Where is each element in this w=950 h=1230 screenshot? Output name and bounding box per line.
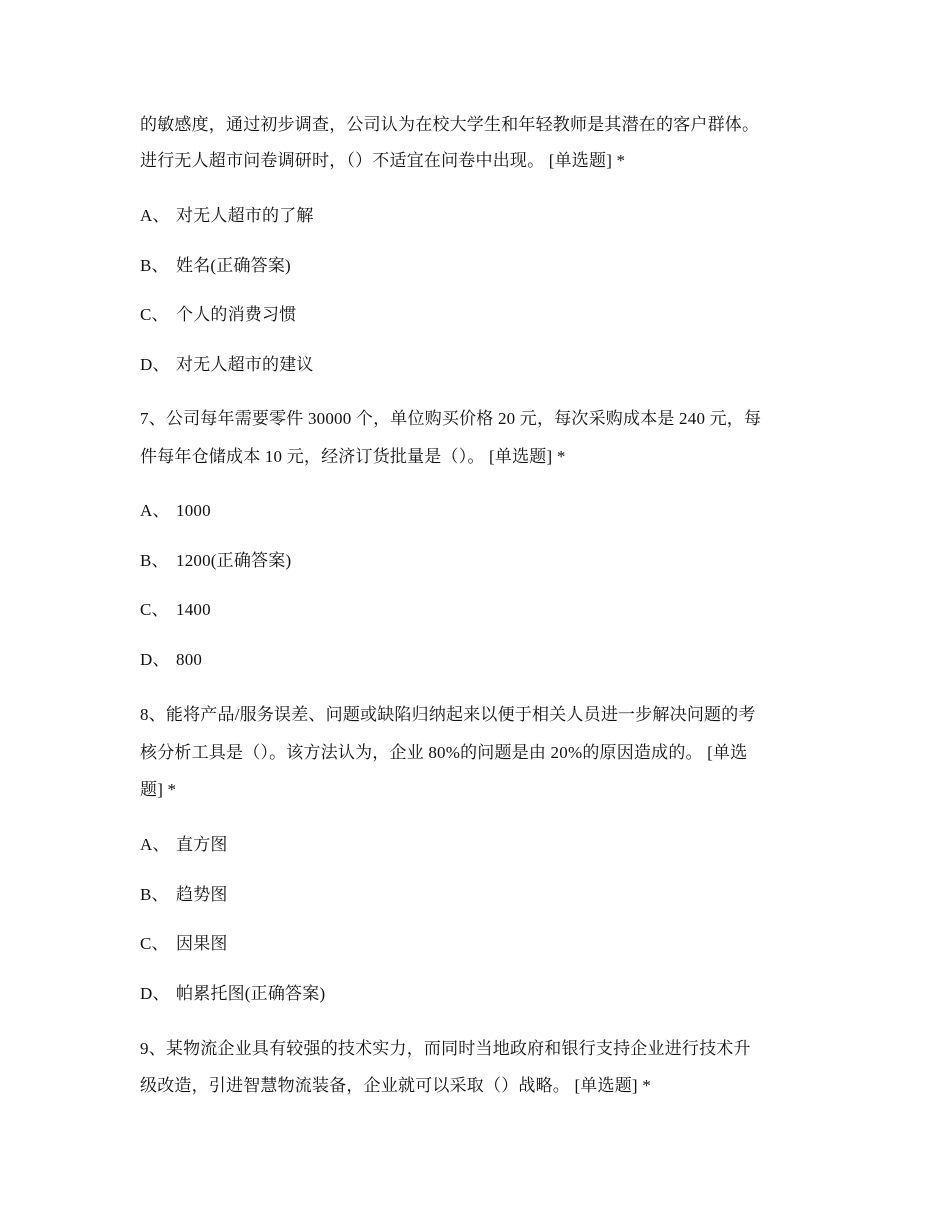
option-label: D、 — [140, 355, 170, 374]
option-text: 1200(正确答案) — [176, 551, 292, 570]
option-label: B、 — [140, 256, 169, 275]
option-text: 对无人超市的建议 — [176, 355, 314, 374]
option-text: 帕累托图(正确答案) — [176, 984, 326, 1003]
q6-stem-line-1: 的敏感度，通过初步调查，公司认为在校大学生和年轻教师是其潜在的客户群体。 — [140, 115, 760, 134]
option-label: A、 — [140, 206, 170, 225]
option-label: D、 — [140, 984, 170, 1003]
option-label: B、 — [140, 885, 169, 904]
option-label: D、 — [140, 650, 170, 669]
option-label: A、 — [140, 501, 170, 520]
q6-option-c — [140, 304, 820, 326]
q7-option-c — [140, 599, 820, 621]
q7-stem-line-1: 7、公司每年需要零件 30000 个，单位购买价格 20 元，每次采购成本是 240 元，每 — [140, 409, 762, 428]
option-text: 姓名(正确答案) — [176, 256, 291, 275]
q8-option-c — [140, 933, 820, 955]
option-text: 对无人超市的了解 — [176, 206, 314, 225]
q8-stem-line-3: 题] * — [140, 780, 177, 799]
q6-option-b — [140, 255, 820, 277]
option-text: 个人的消费习惯 — [176, 305, 297, 324]
option-label: A、 — [140, 835, 170, 854]
q8-option-d — [140, 983, 820, 1005]
option-label: B、 — [140, 551, 169, 570]
q6-stem-line-2: 进行无人超市问卷调研时，（）不适宜在问卷中出现。 [单选题] * — [140, 151, 626, 170]
q6-option-a — [140, 205, 820, 227]
option-label: C、 — [140, 600, 169, 619]
q7-option-b — [140, 550, 820, 572]
q9-stem-line-2: 级改造，引进智慧物流装备，企业就可以采取（）战略。 [单选题] * — [140, 1076, 651, 1095]
q8-option-a — [140, 834, 820, 856]
q9-stem-line-1: 9、某物流企业具有较强的技术实力，而同时当地政府和银行支持企业进行技术升 — [140, 1039, 751, 1058]
q6-option-d — [140, 354, 820, 376]
q7-option-a — [140, 500, 820, 522]
option-label: C、 — [140, 934, 169, 953]
q8-stem-line-2: 核分析工具是（）。该方法认为，企业 80%的问题是由 20%的原因造成的。 [单选 — [140, 743, 748, 762]
option-text: 直方图 — [176, 835, 228, 854]
option-text: 1400 — [176, 600, 211, 619]
option-text: 因果图 — [176, 934, 228, 953]
option-label: C、 — [140, 305, 169, 324]
q8-option-b — [140, 884, 820, 906]
option-text: 趋势图 — [176, 885, 228, 904]
q7-stem-line-2: 件每年仓储成本 10 元，经济订货批量是（）。 [单选题] * — [140, 447, 566, 466]
q8-stem-line-1: 8、能将产品/服务误差、问题或缺陷归纳起来以便于相关人员进一步解决问题的考 — [140, 705, 756, 724]
option-text: 800 — [176, 650, 203, 669]
option-text: 1000 — [176, 501, 211, 520]
q7-option-d — [140, 649, 820, 671]
